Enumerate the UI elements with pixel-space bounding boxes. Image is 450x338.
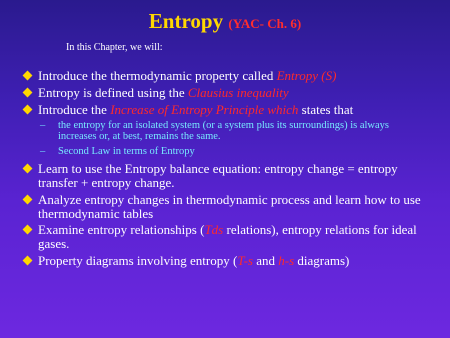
sub-bullet-text: Second Law in terms of Entropy [58,146,195,157]
bullet-text: Analyze entropy changes in thermodynamic process and learn how to use thermodynamic tables [38,192,421,221]
bullet-text-part: Property diagrams involving entropy ( [38,253,238,268]
bullet-emphasis: Tds [204,222,224,237]
bullet-emphasis: Clausius inequality [187,85,289,100]
title-main: Entropy [148,9,224,33]
bullet-item [24,69,424,83]
bullet-text-part: diagrams) [294,253,350,268]
bullet-text [24,254,424,268]
bullet-item [24,254,424,268]
bullet-text [24,223,424,251]
slide-title [0,9,450,36]
sub-bullet-item [40,146,430,157]
bullet-text-part: Introduce the thermodynamic property called [38,68,277,83]
bullet-emphasis: h-s [278,253,295,268]
bullet-item [24,162,424,190]
bullet-text [24,69,424,83]
bullet-text: Learn to use the Entropy balance equation: entropy change = entropy transfer + entropy change. [38,161,398,190]
bullet-emphasis: Entropy (S) [276,68,337,83]
bullet-item [24,86,424,100]
bullet-text-part: and [252,253,279,268]
bullet-text [24,86,424,100]
bullet-emphasis: Increase of Entropy Principle which [110,102,299,117]
bullet-text-part: Examine entropy relationships ( [38,222,205,237]
bullet-text-part: states that [298,102,354,117]
sub-bullet-text: the entropy for an isolated system (or a system plus its surroundings) is always increases or, at best, remains the same. [58,120,389,142]
bullet-text-part: Entropy is defined using the [38,85,188,100]
sub-bullet-item [40,120,430,142]
bullet-emphasis: T-s [237,253,253,268]
bullet-item [24,193,424,221]
dash-bullet-icon: – [40,146,46,157]
title-chapter: (YAC- Ch. 6) [228,16,302,31]
intro-text: In this Chapter, we will: [66,42,163,53]
bullet-item [24,223,424,251]
bullet-item [24,103,424,117]
bullet-text-part: Introduce the [38,102,111,117]
bullet-text-part: relations), entropy relations for ideal gases. [38,222,417,251]
dash-bullet-icon: – [40,120,46,131]
bullet-text [24,103,424,117]
